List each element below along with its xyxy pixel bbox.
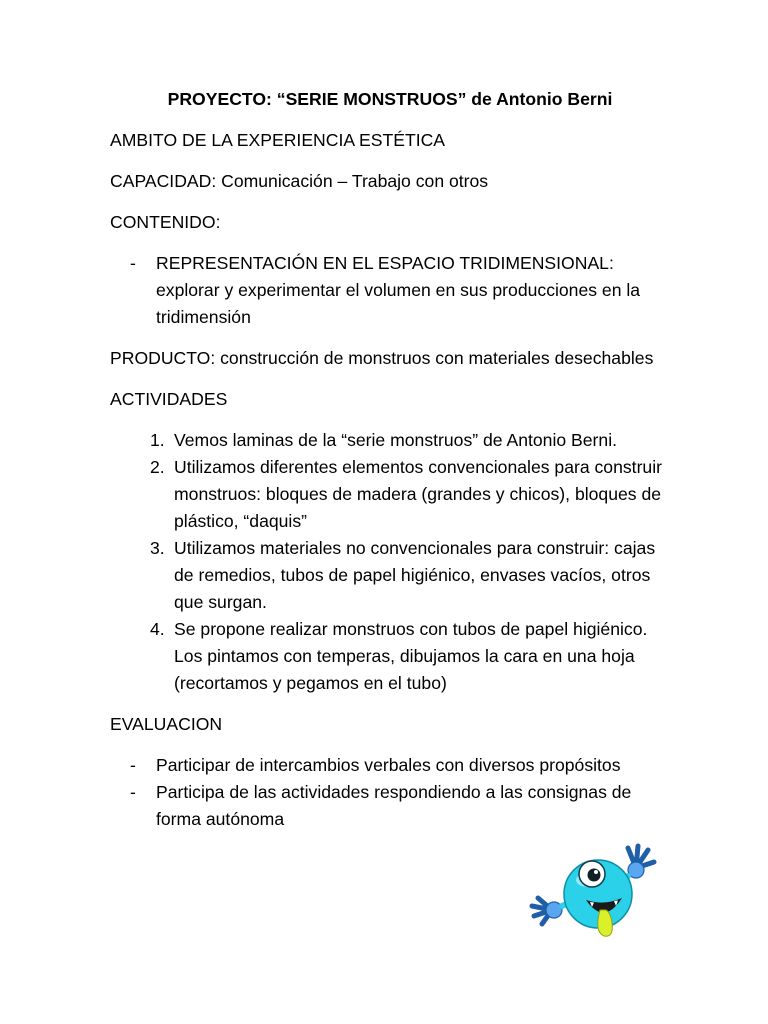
- ambito-line: AMBITO DE LA EXPERIENCIA ESTÉTICA: [110, 130, 446, 150]
- actividad-item-text: Utilizamos diferentes elementos convencionales para construir monstruos: bloques de madera (grandes y chicos), bloques de plástico, “daquis”: [174, 457, 662, 531]
- contenido-list: [110, 250, 670, 331]
- capacidad-line: CAPACIDAD: Comunicación – Trabajo con otros: [110, 171, 489, 191]
- number-marker: 4.: [150, 619, 165, 639]
- actividades-heading: ACTIVIDADES: [110, 389, 228, 409]
- list-item: [110, 427, 670, 454]
- number-marker: 2.: [150, 457, 165, 477]
- right-hand: [628, 846, 654, 878]
- list-item: [110, 250, 670, 331]
- left-hand: [532, 898, 562, 924]
- evaluacion-item-text: Participa de las actividades respondiendo a las consignas de forma autónoma: [156, 782, 632, 829]
- evaluacion-list: [110, 752, 670, 833]
- dash-marker: -: [130, 755, 136, 775]
- actividad-item-text: Utilizamos materiales no convencionales para construir: cajas de remedios, tubos de papel higiénico, envases vacíos, otros que surgan.: [174, 538, 656, 612]
- contenido-heading: CONTENIDO:: [110, 212, 221, 232]
- number-marker: 1.: [150, 430, 165, 450]
- list-item: [110, 616, 670, 697]
- actividad-item-text: Vemos laminas de la “serie monstruos” de Antonio Berni.: [174, 430, 617, 450]
- actividad-item-text: Se propone realizar monstruos con tubos de papel higiénico. Los pintamos con temperas, dibujamos la cara en una hoja (recortamos y pegamos en el tubo): [174, 619, 648, 693]
- list-item: [110, 779, 670, 833]
- list-item: [110, 752, 670, 779]
- page-title: PROYECTO: “SERIE MONSTRUOS” de Antonio Berni: [167, 89, 613, 109]
- number-marker: 3.: [150, 538, 165, 558]
- document-page: [110, 86, 670, 847]
- evaluacion-item-text: Participar de intercambios verbales con diversos propósitos: [156, 755, 621, 775]
- dash-marker: -: [130, 782, 136, 802]
- actividades-list: [110, 427, 670, 697]
- list-item: [110, 454, 670, 535]
- monster-icon: [524, 840, 664, 940]
- dash-marker: -: [130, 253, 136, 273]
- list-item: [110, 535, 670, 616]
- contenido-item-text: REPRESENTACIÓN EN EL ESPACIO TRIDIMENSIONAL: explorar y experimentar el volumen en sus producciones en la tridimensión: [156, 253, 641, 327]
- evaluacion-heading: EVALUACION: [110, 714, 223, 734]
- producto-line: PRODUCTO: construcción de monstruos con materiales desechables: [110, 348, 654, 368]
